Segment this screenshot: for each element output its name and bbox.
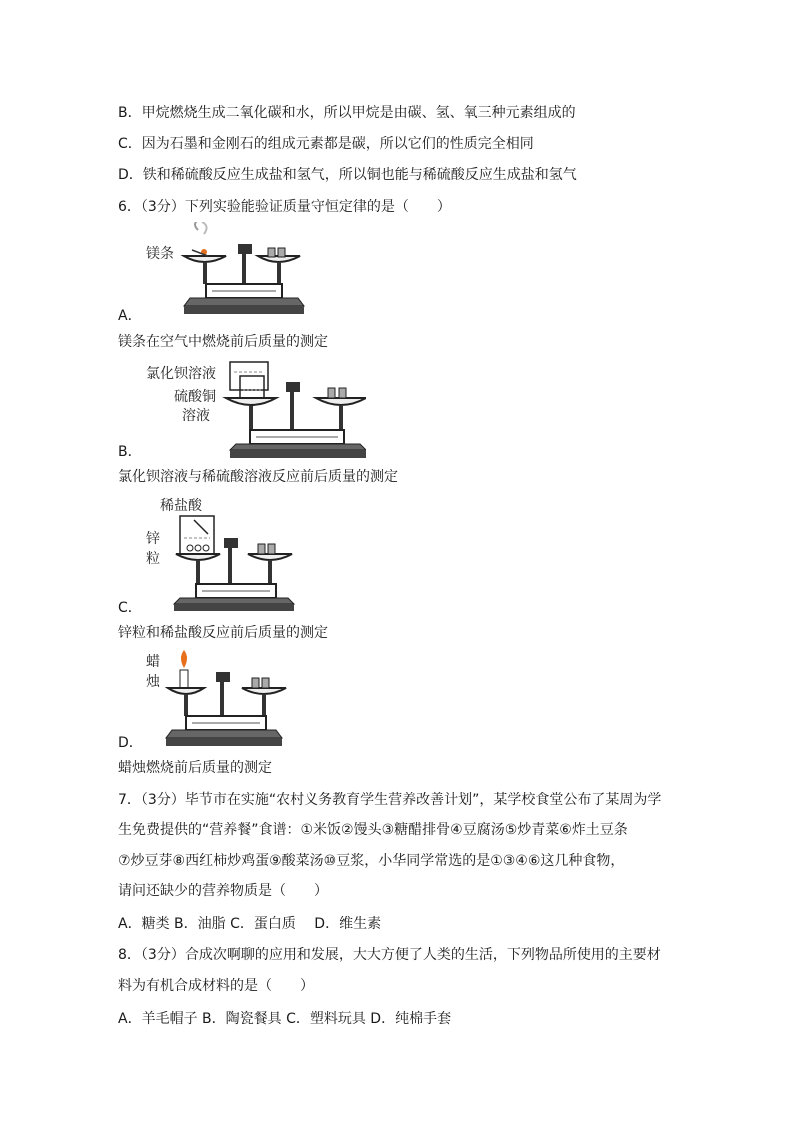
figure-b-balance bbox=[146, 360, 366, 460]
label-copper-sulfate: 硫酸铜 bbox=[174, 389, 216, 405]
question-8-line-1: 8．（3分）合成次啊聊的应用和发展，大大方便了人类的生活，下列物品所使用的主要材 bbox=[118, 947, 661, 963]
label-solution: 溶液 bbox=[182, 408, 210, 424]
question-8-line-2: 料为有机合成材料的是（ ） bbox=[118, 978, 314, 994]
label-candle-2: 烛 bbox=[146, 674, 160, 690]
question-6-stem: 6．（3分）下列实验能验证质量守恒定律的是（ ） bbox=[118, 199, 451, 215]
option-d-line: D．铁和稀硫酸反应生成盐和氢气，所以铜也能与稀硫酸反应生成盐和氢气 bbox=[118, 167, 577, 183]
figure-c-balance bbox=[146, 494, 296, 612]
question-7-line-4: 请问还缺少的营养物质是（ ） bbox=[118, 883, 328, 899]
label-magnesium-strip: 镁条 bbox=[146, 246, 174, 262]
option-d-caption: 蜡烛燃烧前后质量的测定 bbox=[118, 760, 272, 776]
option-c-letter: C． bbox=[118, 600, 142, 616]
label-zinc: 锌 bbox=[146, 531, 160, 547]
option-b-letter: B． bbox=[118, 444, 142, 460]
label-granule: 粒 bbox=[146, 551, 160, 567]
question-8-options: A．羊毛帽子 B．陶瓷餐具 C．塑料玩具 D．纯棉手套 bbox=[118, 1011, 452, 1027]
figure-d-balance bbox=[146, 650, 296, 750]
question-7-line-1: 7．（3分）毕节市在实施“农村义务教育学生营养改善计划”，某学校食堂公布了某周为学 bbox=[118, 792, 662, 808]
question-7-line-2: 生免费提供的“营养餐”食谱：①米饭②馒头③糖醋排骨④豆腐汤⑤炒青菜⑥炸土豆条 bbox=[118, 822, 628, 838]
figure-a-balance bbox=[146, 222, 306, 322]
option-c-caption: 锌粒和稀盐酸反应前后质量的测定 bbox=[118, 625, 328, 641]
option-d-letter: D． bbox=[118, 735, 143, 751]
question-7-options: A．糖类 B．油脂 C．蛋白质 D．维生素 bbox=[118, 916, 382, 932]
question-7-line-3: ⑦炒豆芽⑧西红柿炒鸡蛋⑨酸菜汤⑩豆浆，小华同学常选的是①③④⑥这几种食物， bbox=[118, 853, 625, 869]
label-barium-chloride-solution: 氯化钡溶液 bbox=[146, 366, 216, 382]
option-a-letter: A． bbox=[118, 308, 142, 324]
label-dilute-hydrochloric-acid: 稀盐酸 bbox=[160, 498, 202, 514]
option-b-line: B．甲烷燃烧生成二氧化碳和水，所以甲烷是由碳、氢、氧三种元素组成的 bbox=[118, 105, 576, 121]
option-c-line: C．因为石墨和金刚石的组成元素都是碳，所以它们的性质完全相同 bbox=[118, 136, 534, 152]
option-a-caption: 镁条在空气中燃烧前后质量的测定 bbox=[118, 334, 328, 350]
option-b-caption: 氯化钡溶液与稀硫酸溶液反应前后质量的测定 bbox=[118, 469, 398, 485]
label-candle-1: 蜡 bbox=[146, 654, 160, 670]
